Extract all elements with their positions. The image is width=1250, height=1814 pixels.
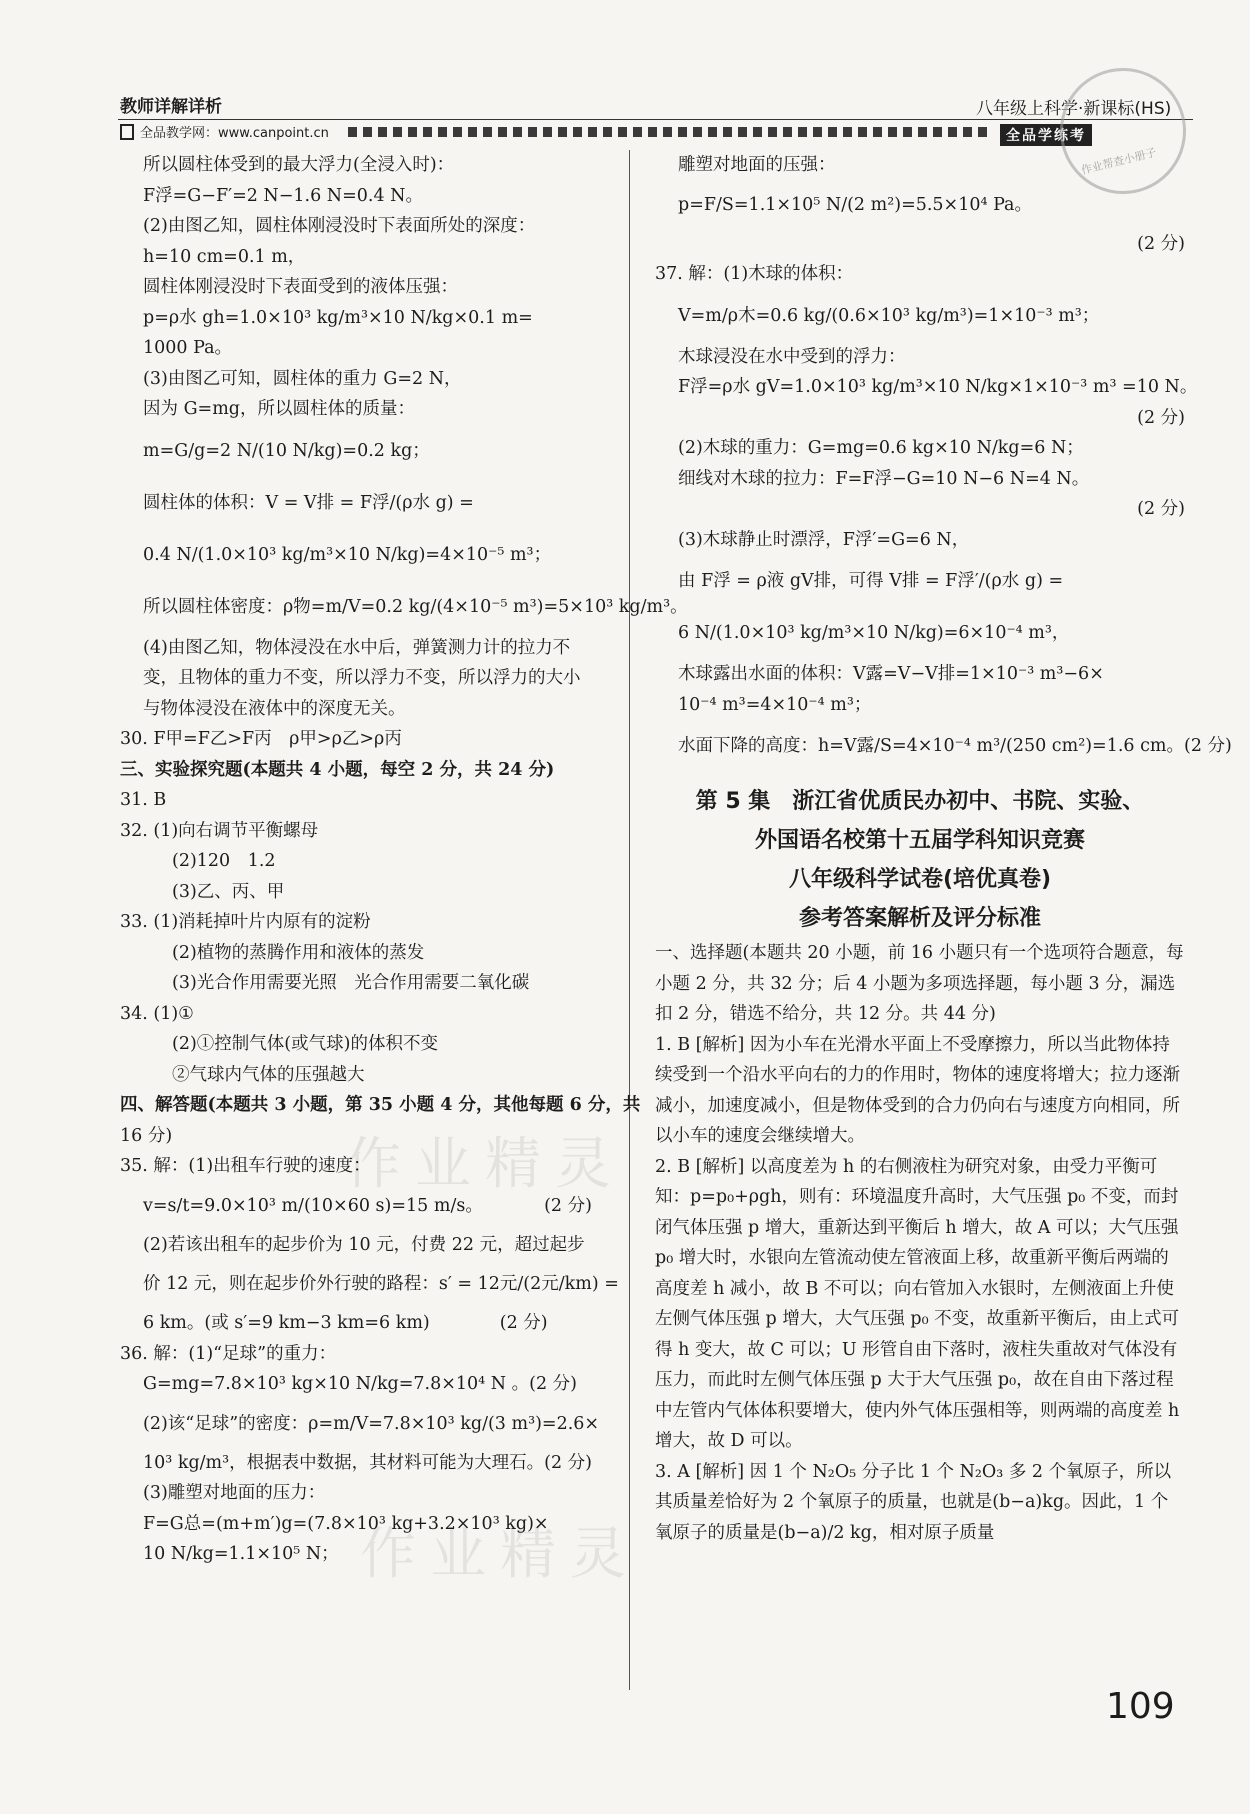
text-line: (2)若该出租车的起步价为 10 元，付费 22 元，超过起步 [143,1234,585,1255]
book-icon [120,124,134,140]
text-line: 木球露出水面的体积：V露=V−V排=1×10⁻³ m³−6× [678,664,1104,684]
watermark: 作业精灵 [360,1522,640,1587]
text-line: 雕塑对地面的压强： [678,155,836,175]
header-subject: 八年级上科学·新课标(HS) [976,99,1172,119]
formula-line: p=F/S=1.1×10⁵ N/(2 m²)=5.5×10⁴ Pa。 [678,194,1032,215]
score-note: (2 分) [1137,233,1185,254]
formula-line: v=s/t=9.0×10³ m/(10×60 s)=15 m/s。 (2 分) [143,1195,592,1216]
header-site [120,122,329,141]
text-line: G=mg=7.8×10³ kg×10 N/kg=7.8×10⁴ N 。(2 分) [143,1374,577,1394]
text-line: 1000 Pa。 [143,338,233,358]
text-line: (2)①控制气体(或气球)的体积不变 [172,1034,438,1054]
text-line: 与物体浸没在液体中的深度无关。 [143,698,406,719]
text-line: 16 分) [120,1125,173,1146]
text-line: (2)由图乙知，圆柱体刚浸没时下表面所处的深度： [143,216,536,236]
formula-line: 水面下降的高度：h=V露/S=4×10⁻⁴ m³/(250 cm²)=1.6 cm。(2 分) [678,736,1232,756]
formula-line: V=m/ρ木=0.6 kg/(0.6×10³ kg/m³)=1×10⁻³ m³； [678,305,1100,326]
brand-logo: 全品学练考 [1000,124,1092,146]
formula-line: 6 N/(1.0×10³ kg/m³×10 N/kg)=6×10⁻⁴ m³， [678,623,1070,643]
text-line: 因为 G=mg，所以圆柱体的质量： [143,399,416,419]
answer-36: 36. 解：(1)“足球”的重力： [120,1343,337,1364]
column-divider [629,150,630,1690]
choice-intro: 一、选择题(本题共 20 小题，前 16 小题只有一个选项符合题意，每小题 2 分，共 32 分；后 4 小题为多项选择题，每小题 3 分，漏选扣 2 分，错选不给分，共 12 分。共 44 分) [655,943,1184,1024]
text-line: F=G总=(m+m′)g=(7.8×10³ kg+3.2×10³ kg)× [143,1513,549,1534]
section-title-line: 参考答案解析及评分标准 [798,906,1041,931]
text-line: 细线对木球的拉力：F=F浮−G=10 N−6 N=4 N。 [678,468,1090,489]
text-line: 圆柱体刚浸没时下表面受到的液体压强： [143,277,458,297]
answer-31: 31. B [120,790,167,810]
text-line: 10³ kg/m³，根据表中数据，其材料可能为大理石。(2 分) [143,1452,593,1473]
formula-line: 圆柱体的体积：V = V排 = F浮/(ρ水 g) = [143,492,474,513]
text-line: 6 km。(或 s′=9 km−3 km=6 km) (2 分) [143,1313,548,1333]
answer-3: 3. A [解析] 因 1 个 N₂O₅ 分子比 1 个 N₂O₃ 多 2 个氧原子，所以其质量差恰好为 2 个氧原子的质量，也就是(b−a)kg。因此，1 个氧原子的质量是(b−a)/2 kg，相对原子质量 [655,1461,1172,1543]
page-number: 109 [1106,1686,1175,1727]
formula-line: 价 12 元，则在起步价外行驶的路程：s′ = 12元/(2元/km) = [143,1274,619,1294]
text-line: (3)由图乙可知，圆柱体的重力 G=2 N， [143,368,462,389]
text-line: p=ρ水 gh=1.0×10³ kg/m³×10 N/kg×0.1 m= [143,307,533,328]
answer-35: 35. 解：(1)出租车行驶的速度： [120,1156,371,1176]
text-line: F浮=G−F′=2 N−1.6 N=0.4 N。 [143,185,423,206]
section-title-line: 八年级科学试卷(培优真卷) [788,867,1052,892]
text-line: F浮=ρ水 gV=1.0×10³ kg/m³×10 N/kg×1×10⁻³ m³ =10 N。 [678,377,1198,397]
formula-line: 0.4 N/(1.0×10³ kg/m³×10 N/kg)=4×10⁻⁵ m³； [143,544,552,565]
section-title-line: 第 5 集 浙江省优质民办初中、书院、实验、 [695,789,1145,814]
right-column [655,150,1232,1548]
answer-32: 32. (1)向右调节平衡螺母 [120,820,319,841]
answer-37: 37. 解：(1)木球的体积： [655,264,854,284]
section-title-line: 外国语名校第十五届学科知识竞赛 [754,828,1085,853]
text-line: h=10 cm=0.1 m， [143,246,306,267]
formula-line: (2)该“足球”的密度：ρ=m/V=7.8×10³ kg/(3 m³)=2.6× [143,1413,600,1434]
section-heading-3: 三、实验探究题(本题共 4 小题，每空 2 分，共 24 分) [120,759,555,780]
text-line: (4)由图乙知，物体浸没在水中后，弹簧测力计的拉力不 [143,637,571,658]
text-line: 10 N/kg=1.1×10⁵ N； [143,1544,339,1564]
stamp-seal: 作业帮查小册子 [1047,55,1200,208]
score-note: (2 分) [1137,407,1185,428]
text-line: (3)乙、丙、甲 [172,881,285,902]
formula-line: 由 F浮 = ρ液 gV排，可得 V排 = F浮′/(ρ水 g) = [678,571,1064,591]
answer-34: 34. (1)① [120,1003,194,1024]
text-line: (3)光合作用需要光照 光合作用需要二氧化碳 [172,973,530,993]
answer-33: 33. (1)消耗掉叶片内原有的淀粉 [120,912,371,932]
left-column [120,150,688,1570]
score-note: (2 分) [1137,499,1185,519]
text-line: (3)木球静止时漂浮，F浮′=G=6 N， [678,529,970,550]
text-line: (2)植物的蒸腾作用和液体的蒸发 [172,942,425,963]
header-title: 教师详解详析 [120,97,222,117]
text-line: (2)120 1.2 [172,851,276,871]
section-heading-4: 四、解答题(本题共 3 小题，第 35 小题 4 分，其他每题 6 分，共 [120,1095,641,1115]
formula-line: 所以圆柱体密度：ρ物=m/V=0.2 kg/(4×10⁻⁵ m³)=5×10³ kg/m³。 [143,596,688,617]
text-line: 木球浸没在水中受到的浮力： [678,346,906,367]
header-stripe [348,127,988,137]
answer-2: 2. B [解析] 以高度差为 h 的右侧液柱为研究对象，由受力平衡可知：p=p₀+ρgh，则有：环境温度升高时，大气压强 p₀ 不变，而封闭气体压强 p 增大，重新达到平衡后 h 增大，故 A 可以；大气压强 p₀ 增大时，水银向左管流动使左管液面上移，故重新平衡后两端的高度差 h 减小，故 B 不可以；向右管加入水银时，左侧液面上升使左侧气体压强 p 增大，大气压强 p₀ 不变，故重新平衡后，由上式可得 h 变大，故 C 可以；U 形管自由下落时，液柱失重故对气体没有压力，而此时左侧气体压强 p 大于大气压强 p₀，故在自由下落过程中左管内气体体积要增大，使内外气体压强相等，则两端的高度差 h 增大，故 D 可以。 [655,1156,1180,1451]
text-line: ②气球内气体的压强越大 [172,1064,365,1085]
formula-line: m=G/g=2 N/(10 N/kg)=0.2 kg； [143,440,430,461]
text-line: 10⁻⁴ m³=4×10⁻⁴ m³； [678,694,872,715]
text-line: 变，且物体的重力不变，所以浮力不变，所以浮力的大小 [143,668,581,688]
watermark: 作业精灵 [345,1132,625,1197]
header-rule [118,119,1193,120]
answer-1: 1. B [解析] 因为小车在光滑水平面上不受摩擦力，所以当此物体持续受到一个沿水平向右的力的作用时，物体的速度将增大；拉力逐渐减小，加速度减小，但是物体受到的合力仍向右与速度方向相同，所以小车的速度会继续增大。 [655,1034,1180,1146]
text-line: (2)木球的重力：G=mg=0.6 kg×10 N/kg=6 N； [678,438,1084,458]
text-line: 所以圆柱体受到的最大浮力(全浸入时)： [143,155,455,175]
header-site-text: 全品教学网：www.canpoint.cn [140,126,329,141]
answer-30: 30. F甲=F乙>F丙 ρ甲>ρ乙>ρ丙 [120,729,402,749]
text-line: (3)雕塑对地面的压力： [143,1483,326,1503]
